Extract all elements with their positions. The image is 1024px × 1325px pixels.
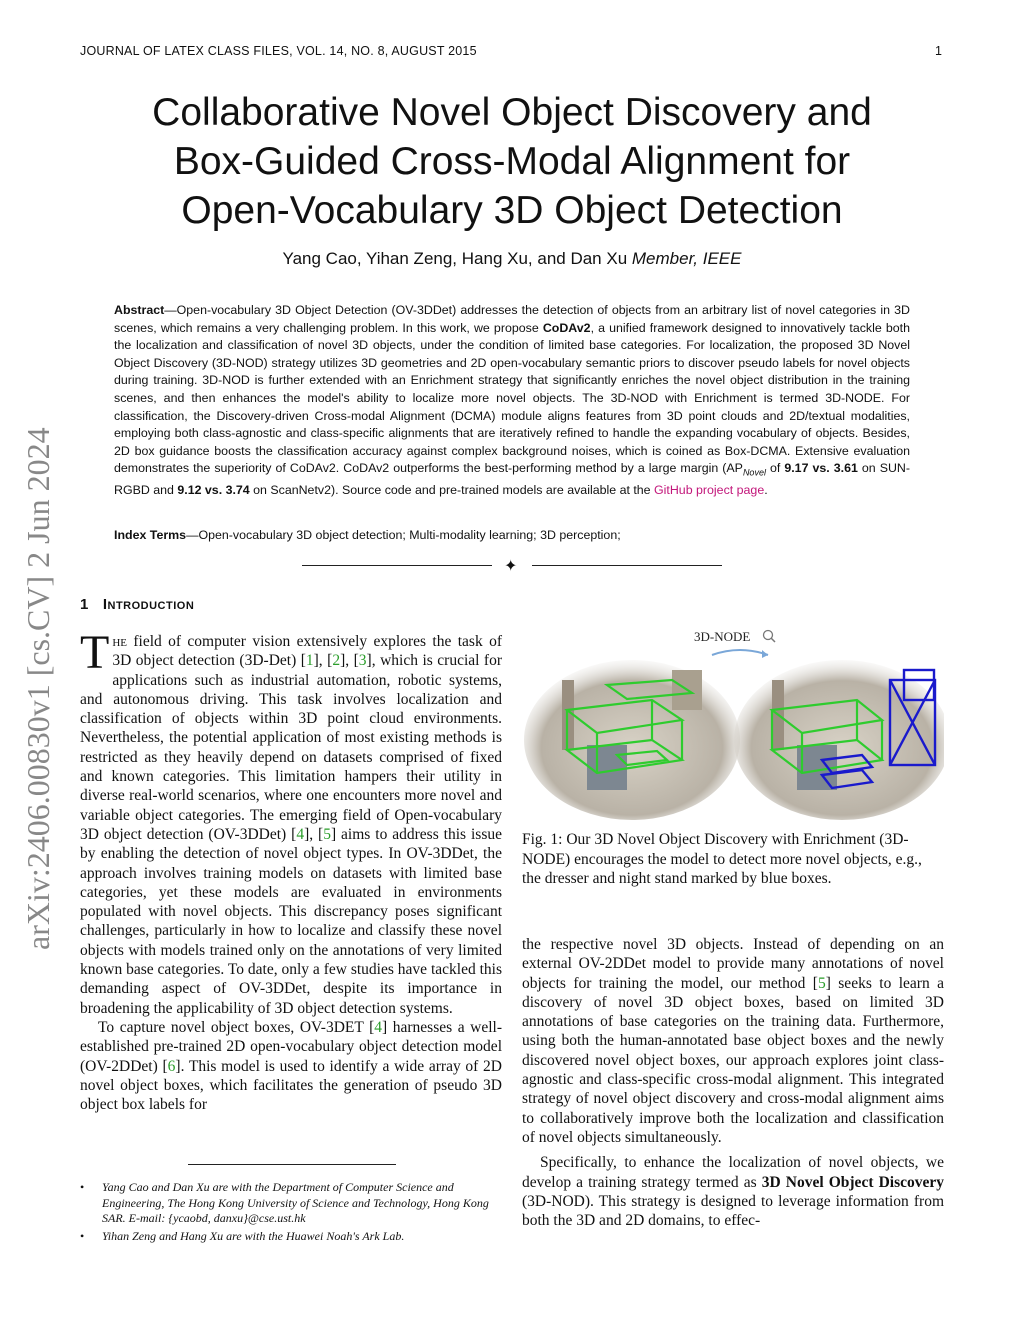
- abstract: [114, 302, 910, 500]
- abstract-label: Abstract: [114, 303, 165, 317]
- citation-link[interactable]: 5: [323, 825, 331, 843]
- abstract-result-scannet: 9.12 vs. 3.74: [177, 483, 250, 498]
- intro-text-2b: ] harnesses a well-established pre-trained 2D open-vocabulary object detection model (OV-2DDet) [: [80, 1018, 502, 1075]
- abstract-text-5: on ScanNetv2). Source code and pre-trained models are available at the: [249, 483, 655, 498]
- separator-diamond-icon: ✦: [504, 558, 518, 575]
- citation-link[interactable]: 2: [332, 652, 341, 670]
- index-terms-label: Index Terms: [114, 528, 187, 542]
- figure-1: [522, 625, 944, 820]
- abstract-text-1: —Open-vocabulary 3D Object Detection (OV-3DDet) addresses the detection of objects from an arbitrary list of novel categories in 3D scenes, which remains a very challenging problem. In this work, we propose: [114, 303, 910, 335]
- citation-link[interactable]: 3: [358, 652, 367, 670]
- paper-title: [100, 88, 924, 235]
- abstract-text-2: , a unified framework designed to innovatively tackle both the localization and classification of novel 3D objects, under the condition of limited base categories. For localization, the proposed 3D Novel Object Discovery (3D-NOD) strategy utilizes 3D geometries and 2D open-vocabulary semantic priors to discover pseudo labels for novel objects during training. 3D-NOD is further extended with an Enrichment strategy that significantly enriches the novel object distribution in the training scenes, and then enhances the model's ability to localize more novel objects. The 3D-NOD with Enrichment is termed 3D-NODE. For classification, the Discovery-driven Cross-modal Alignment (DCMA) module aligns features from 3D point clouds and 2D/textual modalities, employing both class-agnostic and class-specific alignments that are iteratively refined to handle the expanding vocabulary of objects. Besides, 2D box guidance boosts the classification accuracy against complex background noises, which is coined as Box-DCMA. Extensive evaluation demonstrates the superiority of CoDAv2. CoDAv2 outperforms the best-performing method by a large margin (AP: [114, 320, 911, 476]
- footnote-rule: [188, 1164, 396, 1165]
- abstract-text-6: .: [764, 483, 768, 498]
- title-line-2: Box-Guided Cross-Modal Alignment for: [173, 140, 851, 183]
- footnote-1-text: Yang Cao and Dan Xu are with the Department of Computer Science and Engineering, The Hong Kong University of Science and Technology, Hong Kong SAR. E-mail: {ycaobd, danxu}@cse.ust.hk: [102, 1180, 489, 1225]
- figure-1-image: [522, 625, 944, 820]
- right-text-1b: ] seeks to learn a discovery of novel 3D object boxes, based on limited 3D annotations of base categories on the training data. Furthermore, using both the human-annotated base object boxes and the newly discovered novel object boxes, our approach explores joint class-agnostic and class-specific cross-modal alignment. This integrated strategy of novel object discovery and cross-modal alignment aims to collaboratively improve both the localization and classification of novel objects simultaneously.: [522, 974, 944, 1146]
- intro-text-2a: To capture novel object boxes, OV-3DET [: [98, 1018, 375, 1036]
- right-paragraph-2: [522, 1153, 944, 1230]
- github-link[interactable]: GitHub project page: [654, 483, 765, 498]
- transition-arrow: [712, 650, 768, 655]
- bullet-icon: •: [80, 1180, 85, 1194]
- intro-text-1b: ], which is crucial for applications such as industrial automation, robotic systems, and autonomous driving. This task involves localization and classification of objects within 3D point cloud environments. Nevertheless, the potential application of most existing methods is restricted as they heavily depend on datasets comprised of fixed and known categories. This limitation hampers their utility in diverse real-world scenarios, where one encounters more novel and variable object categories. The emerging field of Open-vocabulary 3D object detection (OV-3DDet) [: [80, 652, 503, 843]
- right-bold-term: 3D Novel Object Discovery: [761, 1173, 944, 1191]
- running-header: JOURNAL OF LATEX CLASS FILES, VOL. 14, NO. 8, AUGUST 2015: [80, 44, 477, 58]
- scene-right: [734, 660, 944, 820]
- citation-link[interactable]: 4: [296, 825, 305, 843]
- abstract-text-3: of: [765, 461, 785, 476]
- right-paragraph-1: [522, 935, 944, 1147]
- citation-link[interactable]: 5: [817, 974, 826, 992]
- index-terms-text: —Open-vocabulary 3D object detection; Multi-modality learning; 3D perception;: [186, 528, 621, 542]
- author-list: [100, 249, 924, 269]
- footnote-2: [80, 1229, 502, 1245]
- abstract-result-sunrgbd: 9.17 vs. 3.61: [784, 461, 858, 476]
- separator-right: [532, 565, 722, 566]
- dropcap: T: [80, 626, 110, 679]
- figure-label: 3D-NODE: [694, 629, 751, 644]
- abstract-text-4: on SUN-RGBD and: [114, 461, 910, 498]
- magnifier-handle: [771, 638, 775, 642]
- intro-paragraph-1: The field of computer vision extensively explores the task of 3D object detection (3D-Det) [1], [2], [3], which is crucial for applications such as industrial automation, robotic systems, and autonomous driving. This task involves localization and classification of objects within 3D point cloud environments. Nevertheless, the potential application of most existing methods is restricted as they heavily depend on datasets comprised of fixed and known categories. This limitation hampers their utility in diverse real-world scenarios, where one encounters more novel and variable object categories. The emerging field of Open-vocabulary 3D object detection (OV-3DDet) [4], [5] aims to address this issue by enabling the detection of novel object types. In OV-3DDet, the approach involves training models on datasets with limited base categories, yet these models are evaluated in environments populated with novel objects. This discrepancy poses significant challenges, particularly in how to localize and classify these novel objects with models trained only on the annotations of very limited known base categories. To date, only a few studies have tackled this demanding aspect of OV-3DDet, despite its importance in broadening the applicability of 3D object detection systems.: [80, 626, 503, 1017]
- abstract-method-name: CoDAv2: [542, 320, 591, 335]
- section-title: Introduction: [102, 596, 195, 613]
- title-line-3: Open-Vocabulary 3D Object Detection: [181, 189, 843, 232]
- abstract-ap-subscript: Novel: [742, 467, 766, 478]
- citation-link[interactable]: 6: [167, 1057, 176, 1075]
- scene-furniture: [587, 745, 627, 790]
- page-number: 1: [935, 44, 942, 58]
- intro-text-2c: ]. This model is used to identify a wide array of 2D novel object boxes, which facilitates the generation of pseudo 3D object box labels for: [80, 1057, 502, 1114]
- author-names: Yang Cao, Yihan Zeng, Hang Xu, and Dan Xu: [282, 249, 628, 268]
- footnotes: [80, 1180, 502, 1246]
- title-line-1: Collaborative Novel Object Discovery and: [152, 91, 872, 134]
- intro-paragraph-2: [80, 1018, 502, 1114]
- right-text-1a: the respective novel 3D objects. Instead of depending on an external OV-2DDet model to provide many annotations of novel objects for training the model, our method [: [522, 936, 944, 992]
- intro-left-column: [80, 626, 503, 1114]
- right-text-2b: (3D-NOD). This strategy is designed to leverage information from both the 3D and 2D domains, to effec-: [522, 1192, 944, 1230]
- citation-link[interactable]: 1: [305, 652, 314, 670]
- section-number: 1: [80, 596, 89, 613]
- intro-smallcaps: he: [112, 633, 127, 650]
- scene-left: [524, 660, 740, 820]
- separator-left: [302, 565, 492, 566]
- figure-caption: Fig. 1: Our 3D Novel Object Discovery with Enrichment (3D-NODE) encourages the model to detect more novel objects, e.g., the dresser and night stand marked by blue boxes.: [522, 831, 922, 887]
- footnote-1: [80, 1180, 502, 1227]
- section-heading: [80, 596, 194, 613]
- index-terms: [114, 528, 910, 542]
- intro-text-1a: field of computer vision extensively explores the task of 3D object detection (3D-Det) [: [112, 633, 502, 670]
- citation-link[interactable]: 4: [374, 1018, 383, 1036]
- bullet-icon: •: [80, 1228, 85, 1243]
- intro-right-column: [522, 935, 944, 1230]
- footnote-2-text: Yihan Zeng and Hang Xu are with the Huawei Noah's Ark Lab.: [102, 1228, 405, 1243]
- point-cloud-right: [734, 660, 944, 820]
- right-text-2a: Specifically, to enhance the localization of novel objects, we develop a training strategy termed as: [522, 1154, 944, 1191]
- arxiv-stamp: arXiv:2406.00830v1 [cs.CV] 2 Jun 2024: [20, 427, 56, 950]
- intro-text-1c: ] aims to address this issue by enabling the detection of novel object types. In OV-3DDet, the approach involves training models on datasets with limited base categories, yet these models are evaluated in environments populated with novel objects. This discrepancy poses significant challenges, particularly in how to localize and classify these novel objects with models trained only on the annotations of very limited known base categories. To date, only a few studies have tackled this demanding aspect of OV-3DDet, despite its importance in broadening the applicability of 3D object detection systems.: [80, 825, 503, 1017]
- author-membership: Member, IEEE: [631, 249, 742, 268]
